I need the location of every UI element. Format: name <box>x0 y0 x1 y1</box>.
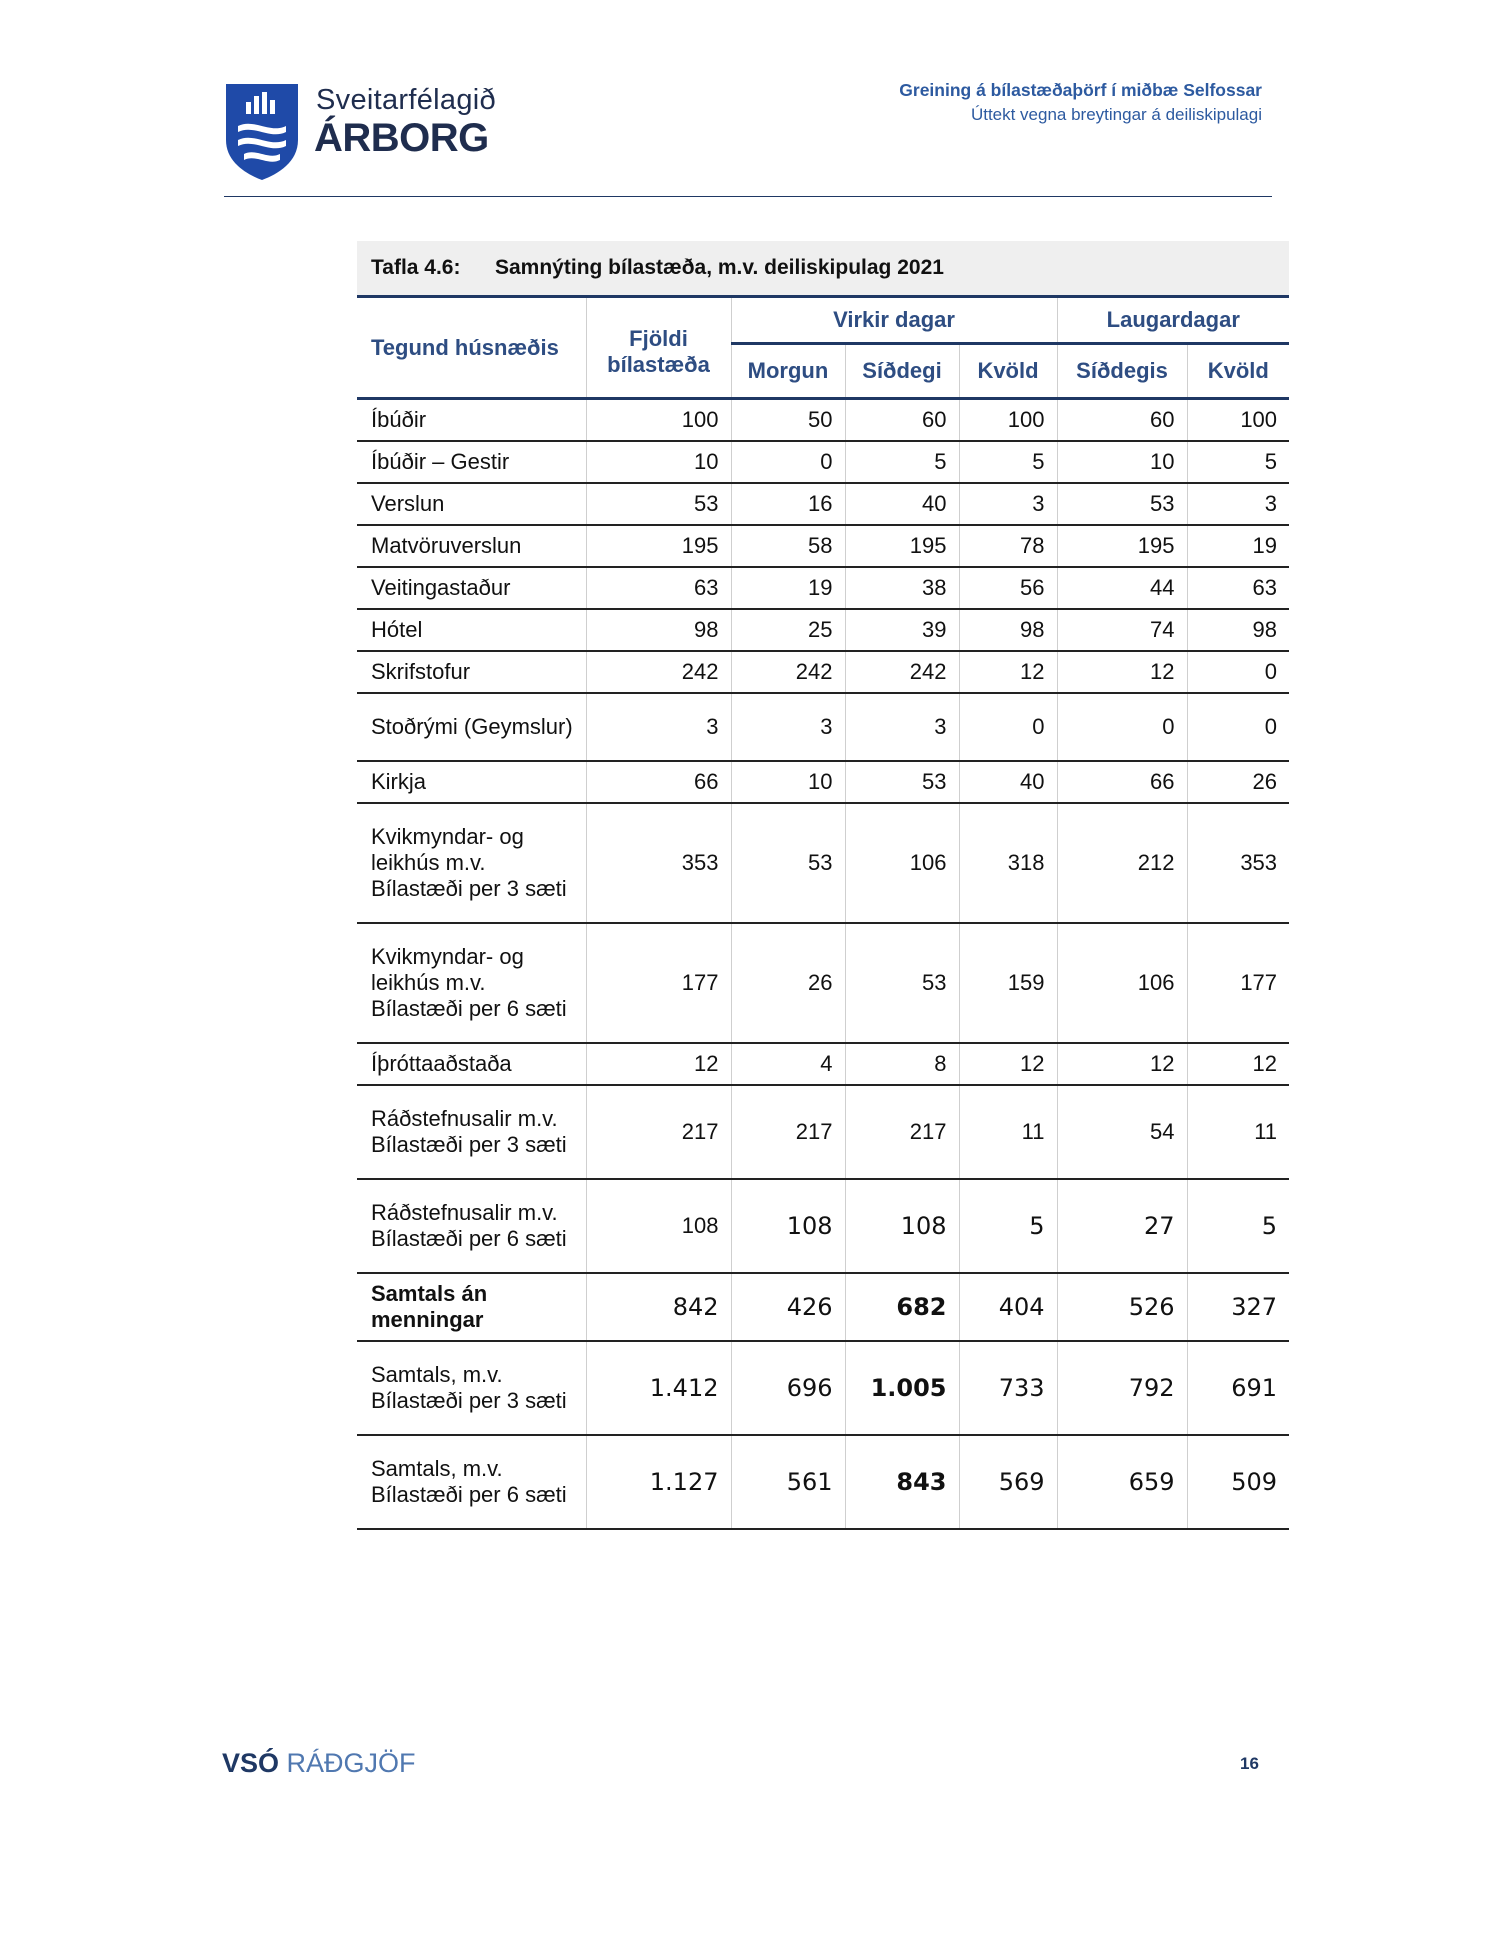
cell-count: 195 <box>586 525 731 567</box>
cell-morning: 53 <box>731 803 845 923</box>
row-label: Skrifstofur <box>357 651 586 693</box>
cell-sat-evening: 353 <box>1187 803 1289 923</box>
cell-sat-afternoon: 792 <box>1057 1341 1187 1435</box>
cell-morning: 426 <box>731 1273 845 1341</box>
col-header-evening: Kvöld <box>959 344 1057 399</box>
col-header-morning: Morgun <box>731 344 845 399</box>
cell-count: 100 <box>586 399 731 442</box>
table-row <box>357 1341 1289 1435</box>
cell-evening: 733 <box>959 1341 1057 1435</box>
row-label: Íbúðir <box>357 399 586 442</box>
table-row <box>357 1179 1289 1273</box>
cell-count: 177 <box>586 923 731 1043</box>
cell-sat-afternoon: 66 <box>1057 761 1187 803</box>
cell-evening: 12 <box>959 1043 1057 1085</box>
cell-sat-evening: 63 <box>1187 567 1289 609</box>
table-row <box>357 1435 1289 1529</box>
cell-count: 217 <box>586 1085 731 1179</box>
cell-morning: 3 <box>731 693 845 761</box>
cell-afternoon: 40 <box>845 483 959 525</box>
table-row <box>357 567 1289 609</box>
parking-table <box>357 241 1289 1530</box>
header-divider <box>224 196 1272 197</box>
cell-evening: 56 <box>959 567 1057 609</box>
cell-afternoon: 242 <box>845 651 959 693</box>
table-row <box>357 525 1289 567</box>
cell-count: 66 <box>586 761 731 803</box>
cell-afternoon: 843 <box>845 1435 959 1529</box>
cell-sat-afternoon: 0 <box>1057 693 1187 761</box>
page-number: 16 <box>1240 1754 1259 1773</box>
cell-sat-afternoon: 12 <box>1057 651 1187 693</box>
group-header-saturday: Laugardagar <box>1057 298 1289 344</box>
cell-evening: 12 <box>959 651 1057 693</box>
cell-sat-afternoon: 74 <box>1057 609 1187 651</box>
cell-sat-evening: 19 <box>1187 525 1289 567</box>
cell-sat-evening: 691 <box>1187 1341 1289 1435</box>
table-row <box>357 1043 1289 1085</box>
cell-count: 242 <box>586 651 731 693</box>
cell-count: 842 <box>586 1273 731 1341</box>
table-row <box>357 609 1289 651</box>
cell-sat-evening: 5 <box>1187 441 1289 483</box>
cell-morning: 19 <box>731 567 845 609</box>
row-label: Kirkja <box>357 761 586 803</box>
cell-evening: 3 <box>959 483 1057 525</box>
arborg-crest-icon <box>224 82 300 182</box>
cell-sat-afternoon: 12 <box>1057 1043 1187 1085</box>
row-label: Samtals, m.v. Bílastæði per 3 sæti <box>357 1341 586 1435</box>
col-header-sat-evening: Kvöld <box>1187 344 1289 399</box>
cell-sat-evening: 11 <box>1187 1085 1289 1179</box>
document-header <box>899 80 1262 125</box>
cell-sat-afternoon: 212 <box>1057 803 1187 923</box>
row-label: Verslun <box>357 483 586 525</box>
cell-morning: 561 <box>731 1435 845 1529</box>
vso-logo <box>222 1748 416 1779</box>
cell-morning: 0 <box>731 441 845 483</box>
arborg-logo <box>224 82 524 186</box>
col-header-type: Tegund húsnæðis <box>357 298 586 399</box>
cell-count: 53 <box>586 483 731 525</box>
row-label: Matvöruverslun <box>357 525 586 567</box>
cell-count: 1.412 <box>586 1341 731 1435</box>
cell-sat-evening: 98 <box>1187 609 1289 651</box>
caption-title: Samnýting bílastæða, m.v. deiliskipulag 2021 <box>495 256 944 279</box>
cell-sat-evening: 5 <box>1187 1179 1289 1273</box>
vso-logo-light: RÁÐGJÖF <box>286 1748 416 1778</box>
cell-morning: 50 <box>731 399 845 442</box>
table-row <box>357 803 1289 923</box>
data-table <box>357 298 1289 1530</box>
cell-afternoon: 5 <box>845 441 959 483</box>
cell-morning: 26 <box>731 923 845 1043</box>
row-label: Hótel <box>357 609 586 651</box>
cell-sat-afternoon: 195 <box>1057 525 1187 567</box>
cell-count: 98 <box>586 609 731 651</box>
cell-evening: 5 <box>959 441 1057 483</box>
cell-afternoon: 682 <box>845 1273 959 1341</box>
row-label: Samtals án menningar <box>357 1273 586 1341</box>
cell-afternoon: 8 <box>845 1043 959 1085</box>
table-row <box>357 923 1289 1043</box>
cell-evening: 404 <box>959 1273 1057 1341</box>
row-label: Samtals, m.v. Bílastæði per 6 sæti <box>357 1435 586 1529</box>
row-label: Stoðrými (Geymslur) <box>357 693 586 761</box>
cell-afternoon: 60 <box>845 399 959 442</box>
col-header-count: Fjöldi bílastæða <box>586 298 731 399</box>
cell-evening: 78 <box>959 525 1057 567</box>
row-label: Kvikmyndar- og leikhús m.v. Bílastæði per 3 sæti <box>357 803 586 923</box>
cell-morning: 108 <box>731 1179 845 1273</box>
cell-evening: 318 <box>959 803 1057 923</box>
cell-afternoon: 3 <box>845 693 959 761</box>
cell-sat-afternoon: 60 <box>1057 399 1187 442</box>
col-header-sat-afternoon: Síðdegis <box>1057 344 1187 399</box>
cell-sat-evening: 0 <box>1187 693 1289 761</box>
cell-afternoon: 53 <box>845 761 959 803</box>
cell-sat-evening: 177 <box>1187 923 1289 1043</box>
cell-count: 353 <box>586 803 731 923</box>
cell-evening: 100 <box>959 399 1057 442</box>
cell-sat-afternoon: 27 <box>1057 1179 1187 1273</box>
cell-evening: 569 <box>959 1435 1057 1529</box>
row-label: Íbúðir – Gestir <box>357 441 586 483</box>
cell-afternoon: 39 <box>845 609 959 651</box>
cell-count: 10 <box>586 441 731 483</box>
row-label: Íþróttaaðstaða <box>357 1043 586 1085</box>
cell-afternoon: 53 <box>845 923 959 1043</box>
cell-evening: 5 <box>959 1179 1057 1273</box>
table-row <box>357 693 1289 761</box>
cell-sat-evening: 12 <box>1187 1043 1289 1085</box>
document-title: Greining á bílastæðaþörf í miðbæ Selfossar <box>899 80 1262 100</box>
cell-morning: 16 <box>731 483 845 525</box>
cell-count: 12 <box>586 1043 731 1085</box>
cell-afternoon: 108 <box>845 1179 959 1273</box>
cell-evening: 159 <box>959 923 1057 1043</box>
cell-sat-evening: 26 <box>1187 761 1289 803</box>
cell-afternoon: 195 <box>845 525 959 567</box>
caption-number: Tafla 4.6: <box>371 256 461 279</box>
table-row <box>357 441 1289 483</box>
cell-afternoon: 38 <box>845 567 959 609</box>
cell-morning: 58 <box>731 525 845 567</box>
cell-count: 108 <box>586 1179 731 1273</box>
cell-sat-afternoon: 106 <box>1057 923 1187 1043</box>
cell-count: 3 <box>586 693 731 761</box>
cell-morning: 25 <box>731 609 845 651</box>
cell-sat-evening: 509 <box>1187 1435 1289 1529</box>
cell-evening: 0 <box>959 693 1057 761</box>
table-caption <box>357 241 1289 298</box>
row-label: Ráðstefnusalir m.v. Bílastæði per 3 sæti <box>357 1085 586 1179</box>
cell-evening: 11 <box>959 1085 1057 1179</box>
cell-sat-afternoon: 526 <box>1057 1273 1187 1341</box>
cell-afternoon: 1.005 <box>845 1341 959 1435</box>
table-row <box>357 761 1289 803</box>
table-row <box>357 1273 1289 1341</box>
cell-count: 1.127 <box>586 1435 731 1529</box>
logo-line-2: ÁRBORG <box>314 116 489 160</box>
cell-count: 63 <box>586 567 731 609</box>
cell-sat-evening: 100 <box>1187 399 1289 442</box>
cell-afternoon: 217 <box>845 1085 959 1179</box>
logo-line-1: Sveitarfélagið <box>316 84 496 116</box>
cell-morning: 10 <box>731 761 845 803</box>
table-row <box>357 651 1289 693</box>
cell-sat-evening: 3 <box>1187 483 1289 525</box>
group-header-weekday: Virkir dagar <box>731 298 1057 344</box>
cell-morning: 242 <box>731 651 845 693</box>
cell-morning: 696 <box>731 1341 845 1435</box>
row-label: Ráðstefnusalir m.v. Bílastæði per 6 sæti <box>357 1179 586 1273</box>
cell-evening: 40 <box>959 761 1057 803</box>
table-row <box>357 399 1289 442</box>
row-label: Kvikmyndar- og leikhús m.v. Bílastæði per 6 sæti <box>357 923 586 1043</box>
cell-sat-afternoon: 54 <box>1057 1085 1187 1179</box>
col-header-afternoon: Síðdegi <box>845 344 959 399</box>
cell-evening: 98 <box>959 609 1057 651</box>
cell-afternoon: 106 <box>845 803 959 923</box>
cell-sat-afternoon: 10 <box>1057 441 1187 483</box>
cell-morning: 4 <box>731 1043 845 1085</box>
vso-logo-bold: VSÓ <box>222 1748 280 1778</box>
table-row <box>357 483 1289 525</box>
cell-sat-afternoon: 659 <box>1057 1435 1187 1529</box>
document-subtitle: Úttekt vegna breytingar á deiliskipulagi <box>970 105 1262 124</box>
cell-sat-afternoon: 53 <box>1057 483 1187 525</box>
cell-morning: 217 <box>731 1085 845 1179</box>
table-row <box>357 1085 1289 1179</box>
cell-sat-evening: 0 <box>1187 651 1289 693</box>
row-label: Veitingastaður <box>357 567 586 609</box>
cell-sat-afternoon: 44 <box>1057 567 1187 609</box>
cell-sat-evening: 327 <box>1187 1273 1289 1341</box>
